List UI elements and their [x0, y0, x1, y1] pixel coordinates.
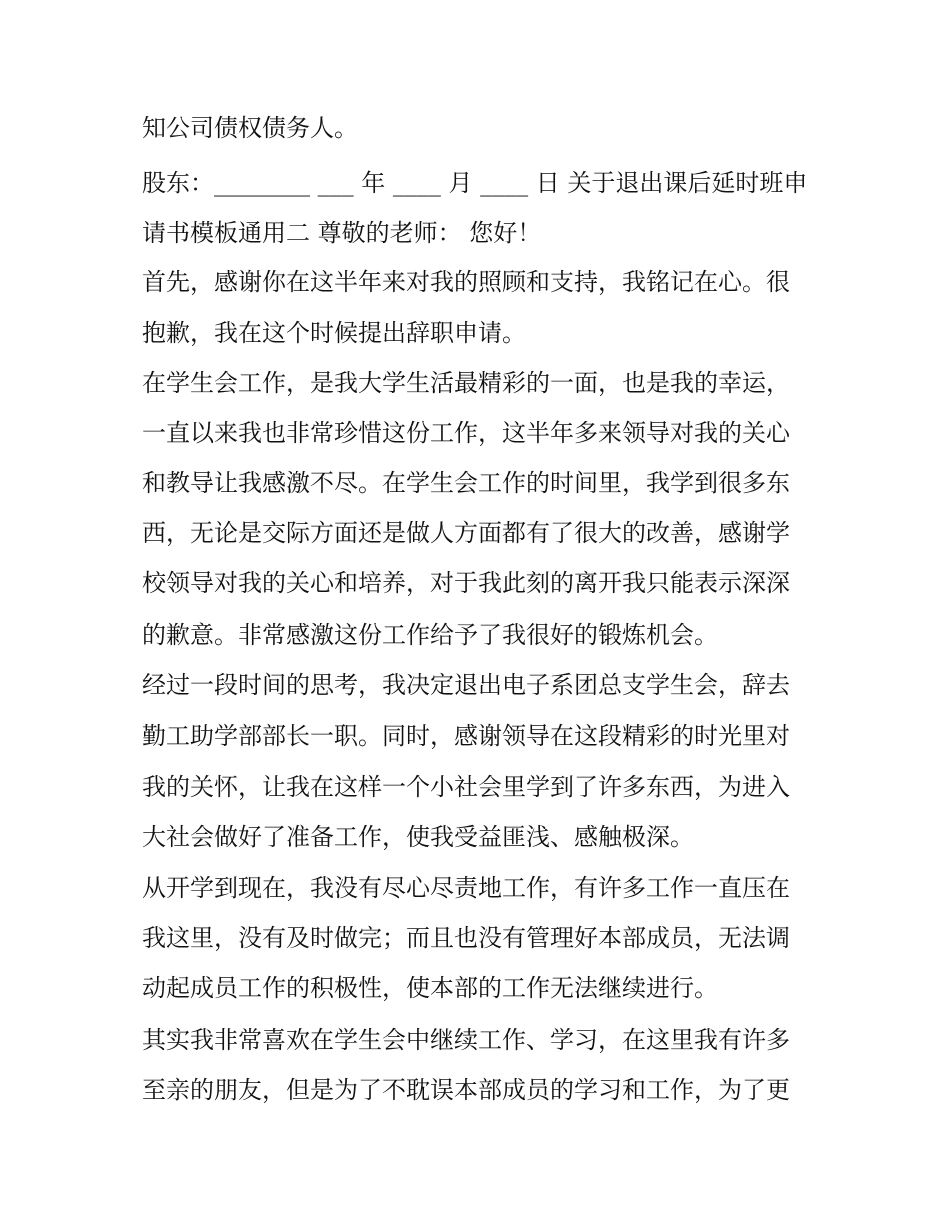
text-line: 知公司债权债务人。	[142, 114, 358, 142]
text-line: 动起成员工作的积极性，使本部的工作无法继续进行。	[142, 974, 718, 1002]
text-line: 从开学到现在，我没有尽心尽责地工作，有许多工作一直压在	[142, 874, 790, 902]
text-line: 大社会做好了准备工作，使我受益匪浅、感触极深。	[142, 823, 694, 851]
text-line: 至亲的朋友，但是为了不耽误本部成员的学习和工作，为了更	[142, 1076, 790, 1104]
text-line: 我这里，没有及时做完；而且也没有管理好本部成员，无法调	[142, 924, 790, 952]
text-line: 一直以来我也非常珍惜这份工作，这半年多来领导对我的关心	[142, 419, 790, 447]
text-line: 其实我非常喜欢在学生会中继续工作、学习，在这里我有许多	[142, 1026, 790, 1054]
text-line: 在学生会工作，是我大学生活最精彩的一面，也是我的幸运，	[142, 369, 790, 397]
text-line: 经过一段时间的思考，我决定退出电子系团总支学生会，辞去	[142, 671, 790, 699]
text-line: 西，无论是交际方面还是做人方面都有了很大的改善，感谢学	[142, 519, 790, 547]
text-line: 和教导让我感激不尽。在学生会工作的时间里，我学到很多东	[142, 469, 790, 497]
text-line: 我的关怀，让我在这样一个小社会里学到了许多东西，为进入	[142, 773, 790, 801]
text-line: 股东：________ ___ 年 ____ 月 ____ 日 关于退出课后延时班申	[142, 169, 808, 197]
text-line: 勤工助学部部长一职。同时，感谢领导在这段精彩的时光里对	[142, 722, 790, 750]
text-line: 校领导对我的关心和培养，对于我此刻的离开我只能表示深深	[142, 569, 790, 597]
text-line: 的歉意。非常感激这份工作给予了我很好的锻炼机会。	[142, 621, 718, 649]
text-line: 抱歉，我在这个时候提出辞职申请。	[142, 319, 526, 347]
text-line: 请书模板通用二 尊敬的老师： 您好！	[142, 219, 542, 247]
text-line: 首先，感谢你在这半年来对我的照顾和支持，我铭记在心。很	[142, 268, 790, 296]
